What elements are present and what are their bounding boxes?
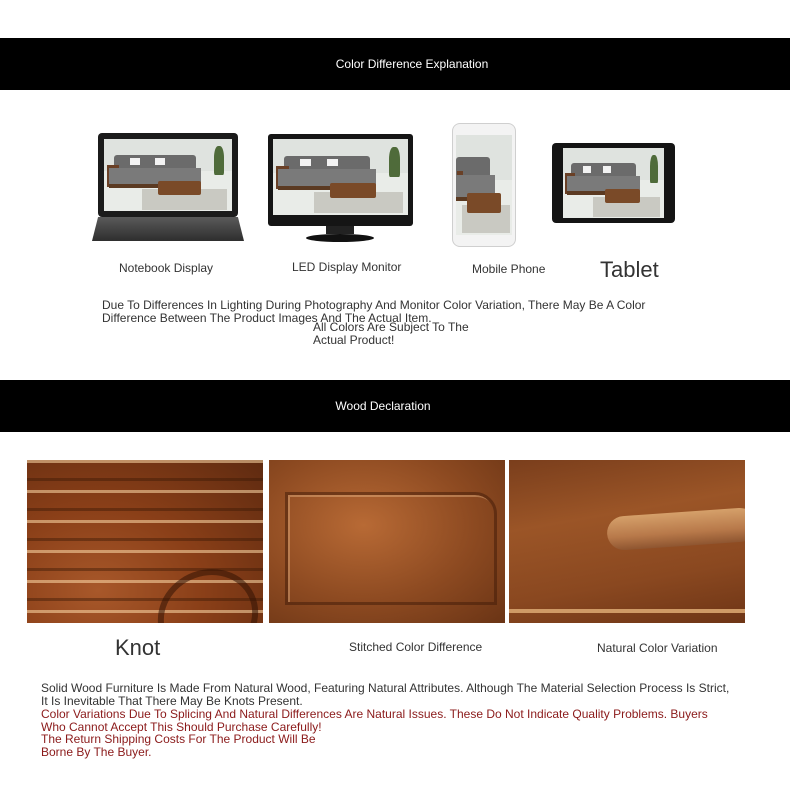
tablet-image: [552, 143, 675, 223]
color-note-line4: Actual Product!: [313, 333, 395, 347]
color-note-line1: Due To Differences In Lighting During Photography And Monitor Color Variation, There May Be A Color: [102, 298, 646, 312]
phone-image: [452, 123, 516, 247]
stitched-wood-image: [269, 460, 505, 623]
stitched-label: Stitched Color Difference: [349, 640, 483, 654]
wood-declaration-banner: [0, 380, 790, 432]
section-title: Wood Declaration: [335, 399, 431, 413]
wood-warning-line4: Borne By The Buyer.: [41, 745, 152, 759]
notebook-label: Notebook Display: [119, 261, 214, 275]
knot-label: Knot: [115, 635, 161, 660]
wood-warning-line2: Who Cannot Accept This Should Purchase Carefully!: [41, 720, 322, 734]
natural-wood-image: [509, 460, 745, 623]
tablet-label: Tablet: [600, 257, 659, 282]
wood-warning-line3: The Return Shipping Costs For The Product Will Be: [41, 732, 316, 746]
section-title: Color Difference Explanation: [335, 57, 489, 71]
natural-label: Natural Color Variation: [597, 641, 718, 655]
wood-body-line2: It Is Inevitable That There May Be Knots Present.: [41, 694, 303, 708]
drawer-handle: [606, 507, 745, 551]
notebook-image: [92, 133, 244, 245]
wood-warning-line1: Color Variations Due To Splicing And Natural Differences Are Natural Issues. These Do Not Indicate Quality Problems. Buyers: [41, 707, 708, 721]
monitor-label: LED Display Monitor: [292, 260, 402, 274]
wood-body-line1: Solid Wood Furniture Is Made From Natural Wood, Featuring Natural Attributes. Although The Material Selection Process Is Strict,: [41, 681, 730, 695]
color-difference-banner: [0, 38, 790, 90]
color-note-line3: All Colors Are Subject To The: [313, 320, 469, 334]
phone-label: Mobile Phone: [472, 262, 546, 276]
knot-wood-image: [27, 460, 263, 623]
monitor-image: [268, 134, 413, 244]
color-note-line2: Difference Between The Product Images And The Actual Item.: [102, 311, 432, 325]
